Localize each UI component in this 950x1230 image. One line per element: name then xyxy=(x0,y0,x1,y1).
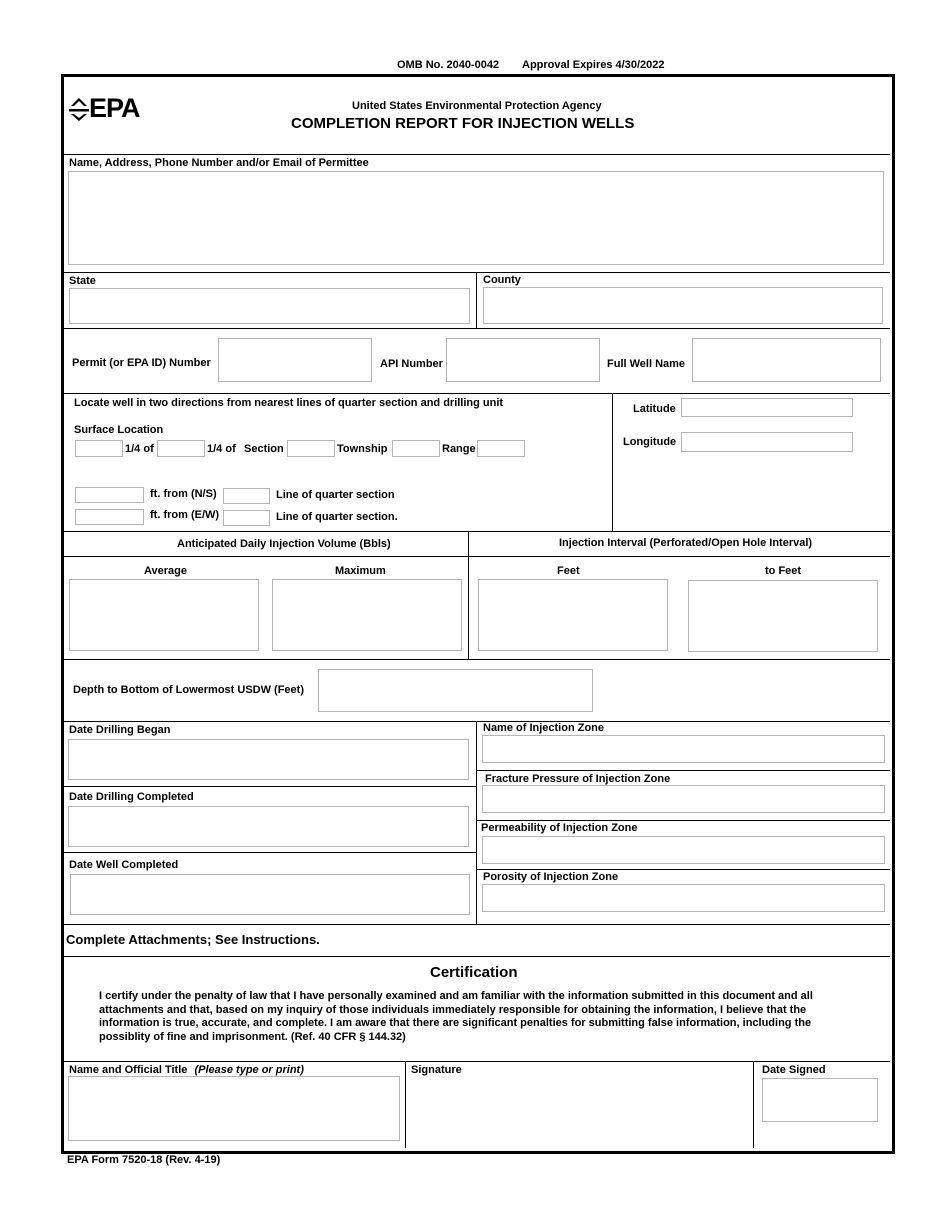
injection-zone-name-label: Name of Injection Zone xyxy=(483,722,605,734)
logo-text: EPA xyxy=(89,93,140,123)
form-id: EPA Form 7520-18 (Rev. 4-19) xyxy=(67,1154,221,1166)
api-number-field[interactable] xyxy=(446,338,600,382)
quarter-of-1-label: 1/4 of xyxy=(125,443,154,455)
injection-zone-name-field[interactable] xyxy=(482,735,885,763)
date-drilling-completed-field[interactable] xyxy=(68,806,469,847)
quarter-1-field[interactable] xyxy=(75,440,123,457)
longitude-field[interactable] xyxy=(681,432,853,452)
surface-location-label: Surface Location xyxy=(74,424,164,436)
state-label: State xyxy=(69,275,96,287)
volume-header: Anticipated Daily Injection Volume (Bbls) xyxy=(177,538,391,550)
section-field[interactable] xyxy=(287,440,335,457)
date-well-completed-field[interactable] xyxy=(70,874,470,915)
fracture-pressure-field[interactable] xyxy=(482,785,885,813)
ft-ew-label: ft. from (E/W) xyxy=(150,509,220,521)
date-signed-field[interactable] xyxy=(762,1078,878,1122)
well-name-field[interactable] xyxy=(692,338,881,382)
name-title-label-text: Name and Official Title xyxy=(69,1064,188,1076)
date-signed-label: Date Signed xyxy=(762,1064,826,1076)
quarter-2-field[interactable] xyxy=(157,440,205,457)
latitude-field[interactable] xyxy=(681,398,853,417)
page-title: COMPLETION REPORT FOR INJECTION WELLS xyxy=(291,115,635,132)
fracture-pressure-label: Fracture Pressure of Injection Zone xyxy=(485,773,671,785)
to-feet-label: to Feet xyxy=(765,565,802,577)
usdw-field[interactable] xyxy=(318,669,593,712)
county-label: County xyxy=(483,274,521,286)
signature-area[interactable] xyxy=(408,1078,748,1142)
state-field[interactable] xyxy=(69,288,470,324)
line-qs-2-field[interactable] xyxy=(223,510,270,526)
section-label: Section xyxy=(244,443,284,455)
township-field[interactable] xyxy=(392,440,440,457)
ft-ns-label: ft. from (N/S) xyxy=(150,488,217,500)
interval-to-field[interactable] xyxy=(688,580,878,652)
permittee-field[interactable] xyxy=(68,171,884,265)
line-qs-1-label: Line of quarter section xyxy=(276,489,395,501)
line-qs-2-label: Line of quarter section. xyxy=(276,511,398,523)
range-label: Range xyxy=(442,443,476,455)
omb-number: OMB No. 2040-0042 xyxy=(397,59,500,71)
permit-number-field[interactable] xyxy=(218,338,372,382)
date-drilling-began-label: Date Drilling Began xyxy=(69,724,171,736)
agency-name: United States Environmental Protection Agency xyxy=(352,100,602,112)
permit-number-label: Permit (or EPA ID) Number xyxy=(72,357,211,369)
average-volume-field[interactable] xyxy=(69,579,259,651)
usdw-label: Depth to Bottom of Lowermost USDW (Feet) xyxy=(73,684,304,696)
name-title-field[interactable] xyxy=(68,1076,400,1141)
ft-ns-field[interactable] xyxy=(75,487,144,503)
line-qs-1-field[interactable] xyxy=(223,488,270,504)
maximum-label: Maximum xyxy=(335,565,386,577)
range-field[interactable] xyxy=(477,440,525,457)
ft-ew-field[interactable] xyxy=(75,509,144,525)
date-well-completed-label: Date Well Completed xyxy=(69,859,179,871)
permeability-field[interactable] xyxy=(482,836,885,864)
epa-flower-icon xyxy=(67,96,91,122)
permittee-label: Name, Address, Phone Number and/or Email of Permittee xyxy=(69,157,369,169)
porosity-field[interactable] xyxy=(482,884,885,912)
certification-text: I certify under the penalty of law that I have personally examined and am familiar with the information submitted in this document and all attachments and that, based on my inquiry of those individuals immediately responsible for obtaining the information, I believe that the information is true, accurate, and complete. I am aware that there are significant penalties for submitting false information, including the possiblity of fine and imprisonment. (Ref. 40 CFR § 144.32) xyxy=(99,990,813,1043)
permeability-label: Permeability of Injection Zone xyxy=(481,822,638,834)
api-number-label: API Number xyxy=(380,358,443,370)
longitude-label: Longitude xyxy=(623,436,677,448)
interval-from-field[interactable] xyxy=(478,579,668,651)
approval-expires: Approval Expires 4/30/2022 xyxy=(522,59,665,71)
county-field[interactable] xyxy=(483,287,883,324)
well-name-label: Full Well Name xyxy=(607,358,686,370)
attachments-note: Complete Attachments; See Instructions. xyxy=(66,932,320,947)
date-drilling-completed-label: Date Drilling Completed xyxy=(69,791,194,803)
maximum-volume-field[interactable] xyxy=(272,579,462,651)
name-title-hint: (Please type or print) xyxy=(194,1064,304,1076)
latitude-label: Latitude xyxy=(633,403,676,415)
certification-title: Certification xyxy=(430,964,518,981)
epa-logo xyxy=(67,95,149,125)
signature-label: Signature xyxy=(411,1064,462,1076)
location-instructions: Locate well in two directions from nearest lines of quarter section and drilling unit xyxy=(74,397,504,409)
feet-label: Feet xyxy=(557,565,580,577)
average-label: Average xyxy=(144,565,188,577)
township-label: Township xyxy=(337,443,388,455)
quarter-of-2-label: 1/4 of xyxy=(207,443,236,455)
porosity-label: Porosity of Injection Zone xyxy=(483,871,619,883)
date-drilling-began-field[interactable] xyxy=(68,739,469,780)
interval-header: Injection Interval (Perforated/Open Hole Interval) xyxy=(559,537,813,549)
